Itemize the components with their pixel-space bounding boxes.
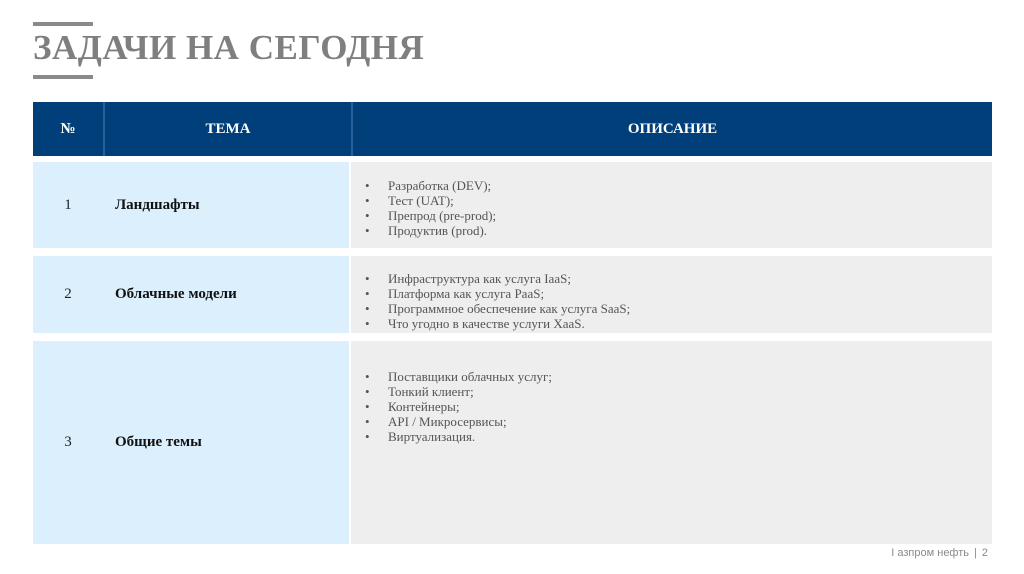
list-item: • Тест (UAT); [365, 193, 992, 208]
row-topic: Облачные модели [103, 256, 349, 333]
page-title: ЗАДАЧИ НА СЕГОДНЯ [33, 28, 425, 67]
footer-separator: | [974, 547, 977, 559]
list-item: • API / Микросервисы; [365, 414, 992, 429]
table-header [33, 102, 992, 156]
list-item: • Что угодно в качестве услуги XaaS. [365, 316, 992, 331]
table-row [33, 341, 992, 544]
list-item: • Тонкий клиент; [365, 384, 992, 399]
footer [891, 547, 988, 559]
list-item: • Разработка (DEV); [365, 178, 992, 193]
row-description [349, 162, 992, 248]
row-number: 3 [33, 341, 103, 544]
row-topic: Ландшафты [103, 162, 349, 248]
table-row [33, 162, 992, 248]
row-description [349, 341, 992, 544]
list-item: • Контейнеры; [365, 399, 992, 414]
list-item: • Программное обеспечение как услуга SaaS; [365, 301, 992, 316]
table-row [33, 256, 992, 333]
row-number: 1 [33, 162, 103, 248]
tasks-table [33, 102, 992, 544]
row-topic: Общие темы [103, 341, 349, 544]
list-item: • Поставщики облачных услуг; [365, 369, 992, 384]
header-description: ОПИСАНИЕ [627, 120, 718, 137]
header-num: № [60, 120, 76, 137]
row-description [349, 256, 992, 333]
list-item: • Виртуализация. [365, 429, 992, 444]
title-accent-bottom [33, 75, 93, 79]
page-number: 2 [981, 547, 988, 559]
list-item: • Инфраструктура как услуга IaaS; [365, 271, 992, 286]
title-accent-top [33, 22, 93, 26]
header-topic: ТЕМА [103, 102, 353, 156]
footer-company: I азпром нефть [891, 547, 970, 559]
row-number: 2 [33, 256, 103, 333]
list-item: • Продуктив (prod). [365, 223, 992, 238]
list-item: • Препрод (pre-prod); [365, 208, 992, 223]
list-item: • Платформа как услуга PaaS; [365, 286, 992, 301]
